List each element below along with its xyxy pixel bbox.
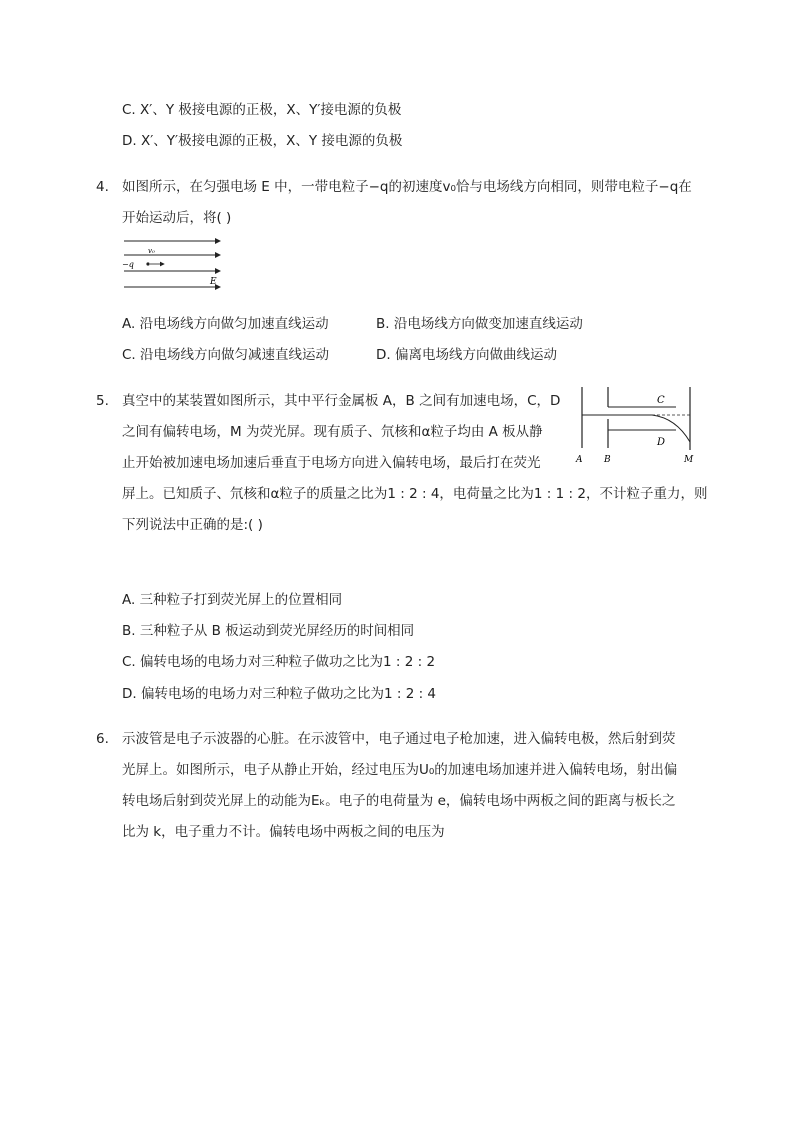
q6-number: 6. (96, 731, 109, 747)
q4-option-a: A. 沿电场线方向做匀加速直线运动 (122, 316, 329, 332)
q5-stem-line2: 之间有偏转电场，M 为荧光屏。现有质子、氘核和α粒子均由 A 板从静 (122, 424, 543, 440)
q4-option-b: B. 沿电场线方向做变加速直线运动 (376, 316, 583, 332)
label-b: B (604, 455, 611, 465)
q4-stem-line1: 如图所示，在匀强电场 E 中，一带电粒子−q的初速度v₀恰与电场线方向相同，则带电粒子−q在 (122, 179, 692, 195)
q4-field-figure (120, 236, 226, 294)
q5-stem-line4: 屏上。已知质子、氘核和α粒子的质量之比为1 : 2 : 4，电荷量之比为1 : 1 : 2，不计粒子重力，则 (122, 486, 708, 502)
charge-label: −q (122, 260, 134, 269)
q3-option-c: C. X′、Y 极接电源的正极，X、Y′接电源的负极 (122, 102, 402, 118)
q5-number: 5. (96, 393, 109, 409)
q6-stem-line4: 比为 k，电子重力不计。偏转电场中两板之间的电压为 (122, 824, 445, 840)
q4-option-d: D. 偏离电场线方向做曲线运动 (376, 347, 557, 363)
q5-option-b: B. 三种粒子从 B 板运动到荧光屏经历的时间相同 (122, 623, 415, 639)
q5-stem-line3: 止开始被加速电场加速后垂直于电场方向进入偏转电场，最后打在荧光 (122, 455, 541, 471)
q5-stem-line5: 下列说法中正确的是:( ) (122, 517, 263, 533)
q5-option-d: D. 偏转电场的电场力对三种粒子做功之比为1 : 2 : 4 (122, 686, 437, 702)
q5-apparatus-figure (572, 384, 700, 468)
q4-number: 4. (96, 179, 109, 195)
label-m: M (684, 455, 694, 465)
field-label: E (210, 277, 217, 287)
label-c: C (657, 395, 665, 406)
q4-stem-line2: 开始运动后，将( ) (122, 210, 232, 226)
v0-label: v₀ (148, 247, 155, 255)
q5-option-c: C. 偏转电场的电场力对三种粒子做功之比为1 : 2 : 2 (122, 654, 436, 670)
label-d: D (657, 437, 666, 448)
q4-option-c: C. 沿电场线方向做匀减速直线运动 (122, 347, 330, 363)
particle-dot (146, 262, 149, 265)
q5-stem-line1: 真空中的某装置如图所示，其中平行金属板 A，B 之间有加速电场，C，D (122, 393, 561, 409)
q3-option-d: D. X′、Y′极接电源的正极，X、Y 接电源的负极 (122, 133, 403, 149)
particle-trajectory (582, 415, 690, 442)
q6-stem-line1: 示波管是电子示波器的心脏。在示波管中，电子通过电子枪加速，进入偏转电极，然后射到荧 (122, 731, 676, 747)
q6-stem-line2: 光屏上。如图所示，电子从静止开始，经过电压为U₀的加速电场加速并进入偏转电场，射出偏 (122, 762, 678, 778)
q6-stem-line3: 转电场后射到荧光屏上的动能为Eₖ。电子的电荷量为 e，偏转电场中两板之间的距离与板长之 (122, 793, 676, 809)
label-a: A (576, 455, 583, 465)
q5-option-a: A. 三种粒子打到荧光屏上的位置相同 (122, 592, 343, 608)
